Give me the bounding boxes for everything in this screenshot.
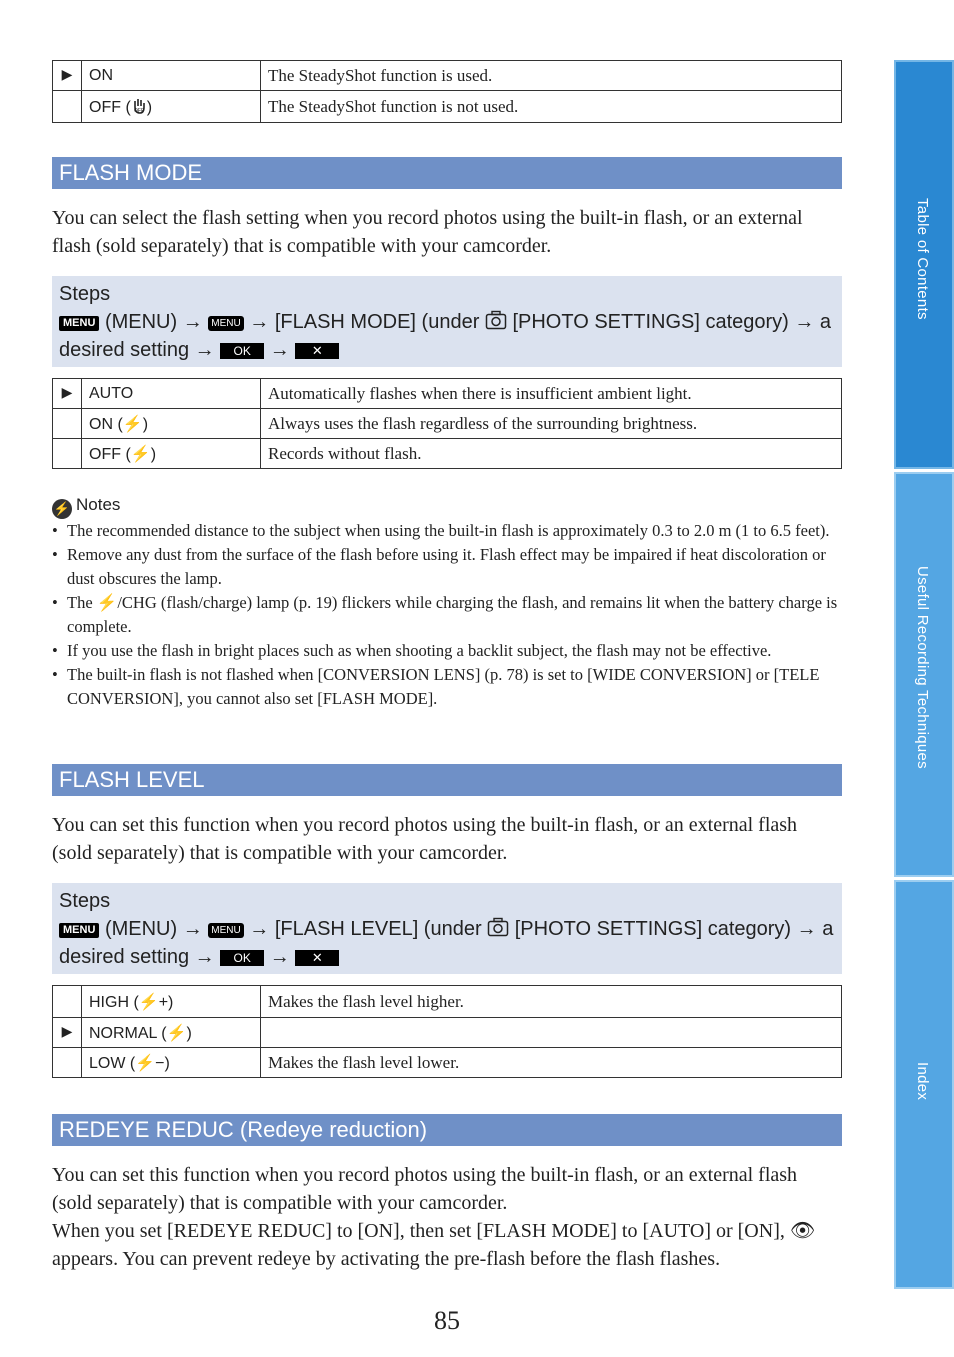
steps-arrow: →	[264, 339, 296, 361]
option-description: Records without flash.	[261, 439, 842, 469]
steadyshot-options-table	[52, 60, 842, 123]
steps-text: → [FLASH LEVEL] (under	[243, 918, 488, 940]
section-title-flash-level: FLASH LEVEL	[52, 764, 842, 796]
side-tab-table-of-contents[interactable]	[894, 60, 954, 469]
ok-button: OK	[220, 343, 264, 359]
default-marker	[53, 91, 82, 123]
option-name: NORMAL (⚡)	[82, 1018, 261, 1048]
option-name: ON (⚡)	[82, 409, 261, 439]
steadyshot-off-icon	[131, 97, 147, 115]
notes-list	[52, 519, 844, 711]
flash-level-intro: You can set this function when you record photos using the built-in flash, or an external flash (sold separately) that is compatible with your camcorder.	[52, 814, 798, 864]
steps-text: (MENU) →	[99, 311, 209, 333]
ok-button: OK	[220, 950, 264, 966]
default-marker	[53, 409, 82, 439]
redeye-body: When you set [REDEYE REDUC] to [ON], then set [FLASH MODE] to [AUTO] or [ON], 👁 appears. You can prevent redeye by activating the pre-flash before the flash flashes.	[52, 1220, 816, 1270]
table-row	[53, 439, 842, 469]
svg-text:OFF: OFF	[133, 107, 144, 114]
section-title-redeye-reduc: REDEYE REDUC (Redeye reduction)	[52, 1114, 842, 1146]
steps-text: (MENU) →	[99, 918, 209, 940]
option-name: OFF (⚡)	[82, 439, 261, 469]
option-name: HIGH (⚡+)	[82, 986, 261, 1018]
steps-text: → [FLASH MODE] (under	[243, 311, 485, 333]
flash-level-options-table	[52, 985, 842, 1078]
default-marker: ▶	[53, 379, 82, 409]
side-tab-label: Index	[914, 1062, 931, 1101]
option-name-text: OFF (	[89, 98, 131, 116]
flash-mode-intro: You can select the flash setting when you record photos using the built-in flash, or an external flash (sold separately) that is compatible with your camcorder.	[52, 207, 803, 257]
close-button: ✕	[295, 343, 339, 359]
option-name: LOW (⚡−)	[82, 1048, 261, 1078]
notes-warning-icon: ⚡	[52, 499, 72, 519]
table-row	[53, 1018, 842, 1048]
option-description: The SteadyShot function is used.	[261, 61, 842, 91]
table-row	[53, 409, 842, 439]
steps-label: Steps	[59, 890, 111, 912]
camera-icon	[487, 917, 509, 937]
camera-icon	[485, 310, 507, 330]
list-item: • The ⚡/CHG (flash/charge) lamp (p. 19) flickers while charging the flash, and remains lit when the battery charge is complete.	[52, 591, 844, 639]
steps-text: [PHOTO SETTINGS] category) → a desired setting →	[59, 918, 834, 968]
side-tab-index[interactable]	[894, 880, 954, 1289]
table-row	[53, 91, 842, 123]
option-name: ON	[82, 61, 261, 91]
default-marker	[53, 439, 82, 469]
default-marker: ▶	[53, 61, 82, 91]
side-tab-label: Useful Recording Techniques	[914, 566, 931, 769]
redeye-intro: You can set this function when you record photos using the built-in flash, or an external flash (sold separately) that is compatible with your camcorder.	[52, 1164, 798, 1214]
option-description: Always uses the flash regardless of the surrounding brightness.	[261, 409, 842, 439]
option-description: Automatically flashes when there is insufficient ambient light.	[261, 379, 842, 409]
option-description	[261, 1018, 842, 1048]
menu-button-icon: MENU	[208, 316, 243, 331]
table-row	[53, 379, 842, 409]
side-tab-label: Table of Contents	[914, 198, 931, 320]
steps-instructions	[59, 915, 835, 971]
option-description: Makes the flash level lower.	[261, 1048, 842, 1078]
steps-instructions	[59, 308, 835, 364]
table-row	[53, 61, 842, 91]
list-item: • Remove any dust from the surface of the flash before using it. Flash effect may be impaired if heat discoloration or dust obscures the lamp.	[52, 543, 844, 591]
option-description: Makes the flash level higher.	[261, 986, 842, 1018]
default-marker	[53, 986, 82, 1018]
page-number: 85	[434, 1306, 460, 1335]
option-name-suffix: )	[146, 98, 153, 116]
menu-key-icon: MENU	[59, 316, 99, 331]
default-marker: ▶	[53, 1018, 82, 1048]
option-name	[82, 91, 261, 123]
list-item: • The built-in flash is not flashed when [CONVERSION LENS] (p. 78) is set to [WIDE CONVERSION] or [TELE CONVERSION], you cannot also set [FLASH MODE].	[52, 663, 844, 711]
list-item: • If you use the flash in bright places such as when shooting a backlit subject, the flash may not be effective.	[52, 639, 844, 663]
section-title-flash-mode: FLASH MODE	[52, 157, 842, 189]
option-description: The SteadyShot function is not used.	[261, 91, 842, 123]
table-row	[53, 986, 842, 1018]
side-tab-useful-recording-techniques[interactable]	[894, 472, 954, 877]
notes-heading	[52, 493, 120, 519]
notes-title: Notes	[76, 495, 121, 514]
close-button: ✕	[295, 950, 339, 966]
steps-arrow: →	[264, 946, 296, 968]
flash-mode-steps	[52, 276, 842, 367]
steps-text: [PHOTO SETTINGS] category) → a desired setting →	[59, 311, 832, 361]
menu-key-icon: MENU	[59, 923, 99, 938]
option-name: AUTO	[82, 379, 261, 409]
flash-level-steps	[52, 883, 842, 974]
menu-button-icon: MENU	[208, 923, 243, 938]
steps-label: Steps	[59, 283, 111, 305]
flash-mode-options-table	[52, 378, 842, 469]
default-marker	[53, 1048, 82, 1078]
list-item: • The recommended distance to the subject when using the built-in flash is approximately 0.3 to 2.0 m (1 to 6.5 feet).	[52, 519, 844, 543]
table-row	[53, 1048, 842, 1078]
